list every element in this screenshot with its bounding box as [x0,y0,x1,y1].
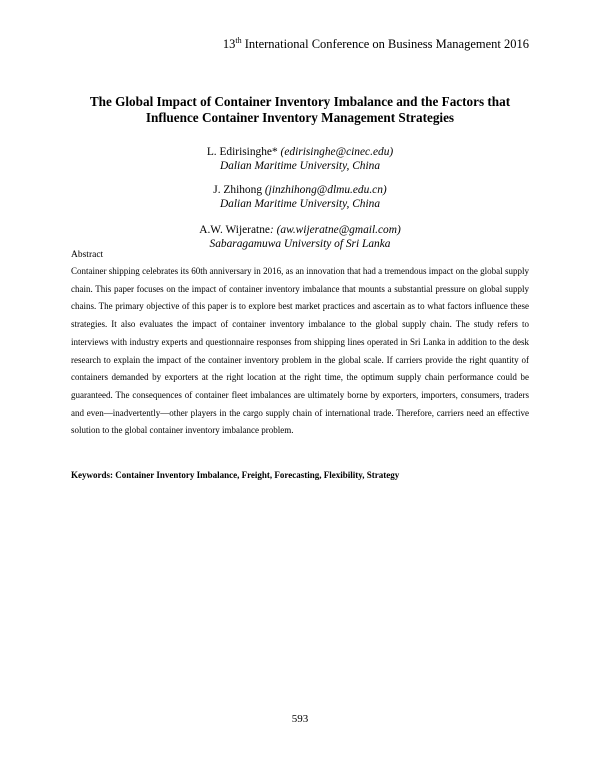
abstract-heading: Abstract [71,250,104,260]
author-block-3 [0,223,600,251]
paper-title-line-2: Influence Container Inventory Management Strategies [145,110,455,125]
author-affiliation: Dalian Maritime University, China [219,198,381,210]
author-name: L. Edirisinghe* [206,146,278,158]
conference-header [223,36,529,52]
author-name: A.W. Wijeratne [199,224,270,236]
page-number: 593 [291,713,309,725]
author-email: : (aw.wijeratne@gmail.com) [269,224,401,236]
author-name: J. Zhihong [213,184,263,196]
author-block-1 [0,145,600,173]
header-ordinal-suffix: th [235,36,242,45]
author-email: (jinzhihong@dlmu.edu.cn) [264,184,387,196]
author-block-2 [0,183,600,211]
author-email: (edirisinghe@cinec.edu) [280,146,394,158]
abstract-text: Container shipping celebrates its 60th anniversary in 2016, as an innovation that had a tremendous impact on the global supply chain. This paper focuses on the impact of container inventory imbalance that mounts a substantial pressure on global supply chains. The primary objective of this paper is to explore best market practices and ascertain as to what factors influence these strategies. It also evaluates the impact of container inventory imbalance to the global supply chain. The study refers to interviews with industry experts and questionnaire responses from shipping lines operated in Sri Lanka in addition to the desk research to explain the impact of the container inventory problem in the global scale. If carriers provide the right quantity of containers demanded by exporters at the right location at the right time, the optimum supply chain performance could be guaranteed. The consequences of container fleet imbalances are ultimately borne by exporters, importers, consumers, traders and even—inadvertently—other players in the cargo supply chain of international trade. Therefore, carriers need an effective solution to the global container inventory imbalance problem. [71,266,529,436]
paper-title [60,94,540,126]
author-affiliation: Dalian Maritime University, China [219,160,381,172]
paper-title-line-1: The Global Impact of Container Inventory Imbalance and the Factors that [89,94,511,109]
keywords: Keywords: Container Inventory Imbalance, Freight, Forecasting, Flexibility, Strategy [71,470,400,480]
header-ordinal-number: 13 [222,37,236,52]
header-conference-name: International Conference on Business Management 2016 [244,37,529,52]
author-affiliation: Sabaragamuwa University of Sri Lanka [209,238,391,250]
